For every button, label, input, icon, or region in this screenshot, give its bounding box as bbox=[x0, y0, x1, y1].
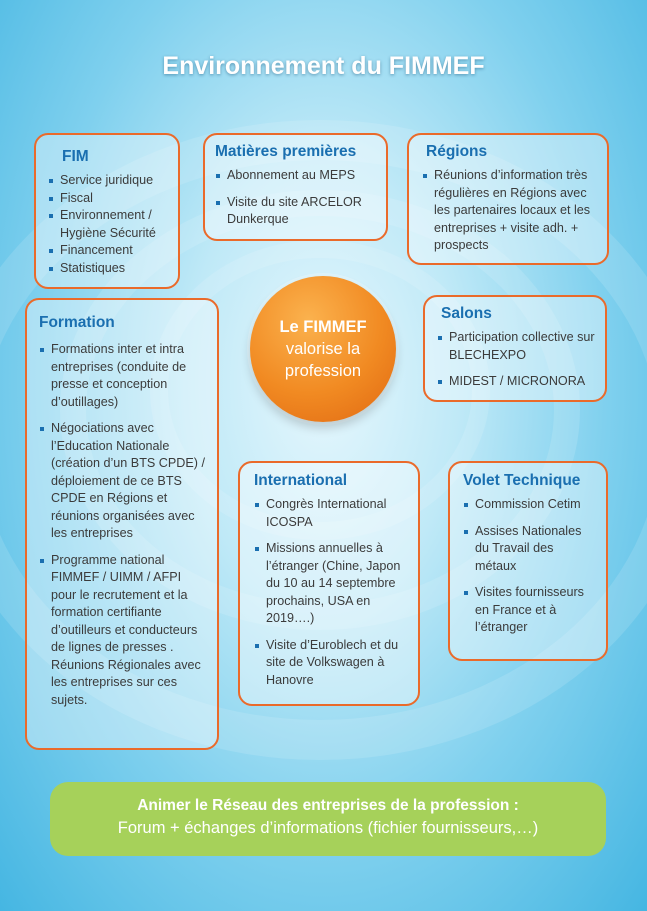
list-item: Participation collective sur BLECHEXPO bbox=[437, 329, 595, 364]
fim-box bbox=[34, 133, 180, 289]
footer-banner bbox=[50, 782, 606, 856]
list-item: Visites fournisseurs en France et à l’étranger bbox=[463, 584, 596, 637]
list-item: Négociations avec l’Education Nationale (création d’un BTS CPDE) / déploiement de ce BTS CPDE en Régions et réunions organisées avec les entreprises bbox=[39, 420, 207, 543]
fimmef-center-badge bbox=[250, 276, 396, 422]
formation-title: Formation bbox=[39, 314, 115, 331]
volet-technique-box bbox=[448, 461, 608, 661]
regions-box bbox=[407, 133, 609, 265]
list-item: Visite du site ARCELOR Dunkerque bbox=[215, 194, 376, 229]
list-item: Financement bbox=[48, 242, 168, 260]
international-title: International bbox=[254, 472, 348, 489]
volet-technique-title: Volet Technique bbox=[463, 472, 581, 489]
center-text-line: valorise la bbox=[285, 340, 361, 358]
salons-list bbox=[437, 329, 595, 391]
footer-heading: Animer le Réseau des entreprises de la profession : bbox=[137, 797, 519, 814]
international-box bbox=[238, 461, 420, 706]
formation-box bbox=[25, 298, 219, 750]
international-list bbox=[254, 496, 408, 689]
salons-box bbox=[423, 295, 607, 402]
matieres-premieres-box bbox=[203, 133, 388, 241]
matieres-premieres-list bbox=[215, 167, 376, 229]
list-item: Commission Cetim bbox=[463, 496, 596, 514]
center-text-line: profession bbox=[284, 362, 362, 380]
page-title: Environnement du FIMMEF bbox=[162, 52, 485, 80]
list-item: Congrès International ICOSPA bbox=[254, 496, 408, 531]
regions-list bbox=[422, 167, 597, 255]
list-item: Missions annuelles à l’étranger (Chine, Japon du 10 au 14 septembre prochains, USA en 2019….) bbox=[254, 540, 408, 628]
list-item: Fiscal bbox=[48, 190, 168, 208]
list-item: Visite d’Euroblech et du site de Volkswagen à Hanovre bbox=[254, 637, 408, 690]
list-item: Service juridique bbox=[48, 172, 168, 190]
list-item: Statistiques bbox=[48, 260, 168, 278]
list-item: Assises Nationales du Travail des métaux bbox=[463, 523, 596, 576]
fim-list bbox=[48, 172, 168, 277]
list-item: Abonnement au MEPS bbox=[215, 167, 376, 185]
list-item: Programme national FIMMEF / UIMM / AFPI pour le recrutement et la formation certifiante d’outilleurs et conducteurs de lignes de presses . Réunions Régionales avec les entreprises sur ces sujets. bbox=[39, 552, 207, 710]
list-item: Environnement / Hygiène Sécurité bbox=[48, 207, 168, 242]
formation-list bbox=[39, 341, 207, 709]
list-item: Réunions d’information très régulières en Régions avec les partenaires locaux et les entreprises + visite adh. + prospects bbox=[422, 167, 597, 255]
footer-text: Forum + échanges d’informations (fichier fournisseurs,…) bbox=[117, 819, 539, 837]
list-item: MIDEST / MICRONORA bbox=[437, 373, 595, 391]
regions-title: Régions bbox=[426, 143, 488, 160]
center-title: Le FIMMEF bbox=[279, 318, 367, 336]
list-item: Formations inter et intra entreprises (conduite de presse et conception d’outillages) bbox=[39, 341, 207, 411]
fim-title: FIM bbox=[62, 148, 89, 165]
matieres-premieres-title: Matières premières bbox=[215, 143, 357, 160]
volet-technique-list bbox=[463, 496, 596, 637]
salons-title: Salons bbox=[441, 305, 492, 322]
